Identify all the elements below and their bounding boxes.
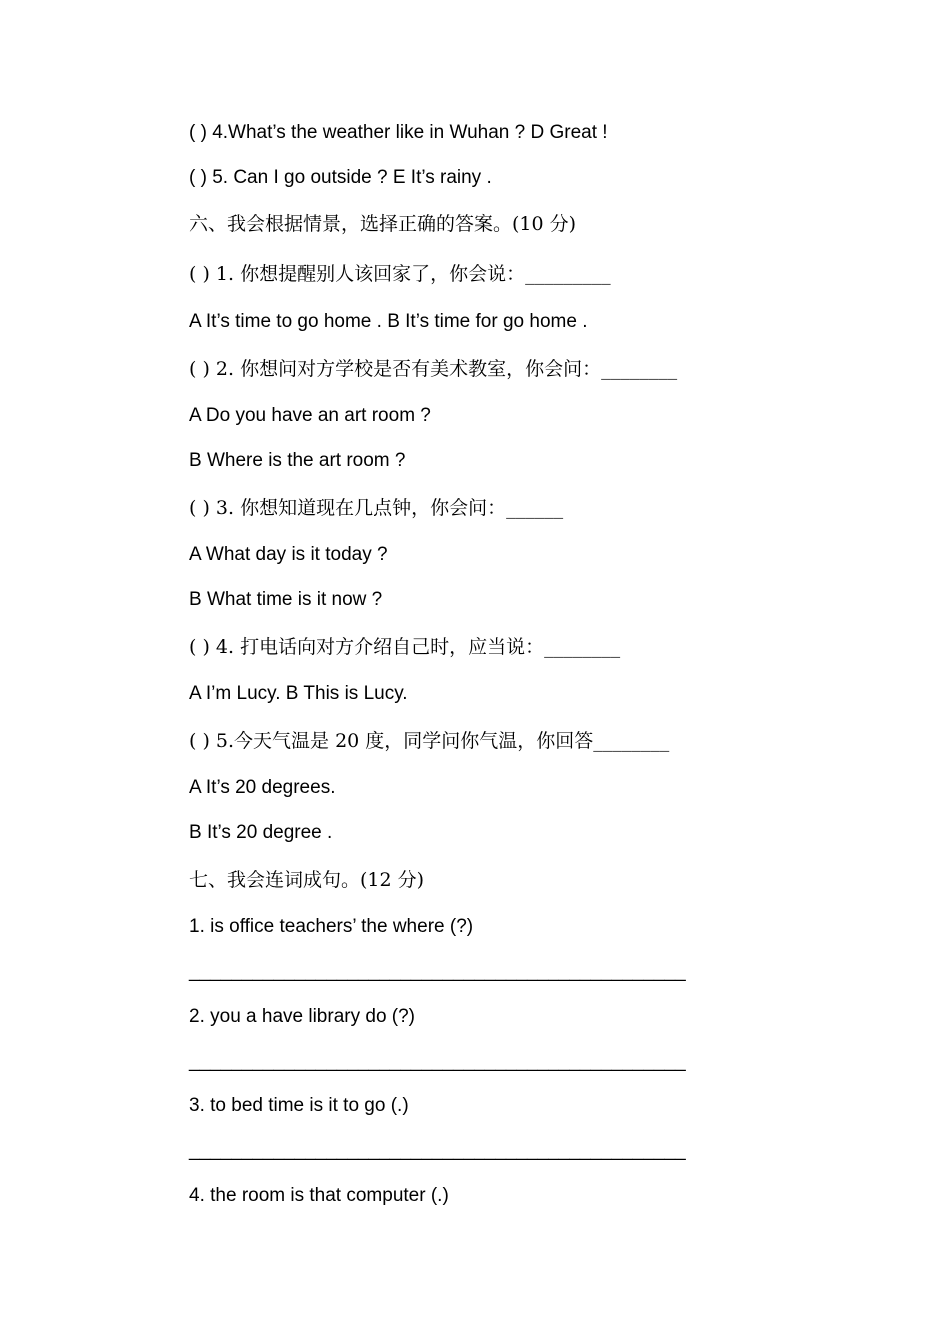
question-line: ( ) 4. 打电话向对方介绍自己时，应当说：________ [189,636,621,658]
question-line: 2. you a have library do (?) [189,1006,416,1027]
question-line: ( ) 2. 你想问对方学校是否有美术教室，你会问：________ [189,358,678,380]
answer-option: A It’s 20 degrees. [189,777,336,798]
answer-blank: _______________________________________________ [189,961,686,982]
question-line: ( ) 5.今天气温是 20 度，同学问你气温，你回答________ [189,730,670,752]
answer-option: A What day is it today ? [189,544,388,565]
answer-option: A I’m Lucy. B This is Lucy. [189,683,408,704]
section-heading: 六、我会根据情景，选择正确的答案。(10 分) [189,213,577,235]
answer-option: B Where is the art room ? [189,450,406,471]
question-line: 3. to bed time is it to go (.) [189,1095,409,1116]
question-line: 4. the room is that computer (.) [189,1185,449,1206]
question-line: ( ) 4.What’s the weather like in Wuhan ? D Great ! [189,122,608,143]
answer-option: B What time is it now ? [189,589,383,610]
question-line: ( ) 1. 你想提醒别人该回家了，你会说：_________ [189,263,611,285]
question-line: ( ) 5. Can I go outside ? E It’s rainy . [189,167,492,188]
section-heading: 七、我会连词成句。(12 分) [189,869,425,891]
answer-blank: _______________________________________________ [189,1140,686,1161]
answer-option: A It’s time to go home . B It’s time for go home . [189,311,588,332]
question-line: ( ) 3. 你想知道现在几点钟，你会问：______ [189,497,564,519]
answer-option: A Do you have an art room ? [189,405,431,426]
question-line: 1. is office teachers’ the where (?) [189,916,474,937]
answer-blank: _______________________________________________ [189,1051,686,1072]
answer-option: B It’s 20 degree . [189,822,333,843]
